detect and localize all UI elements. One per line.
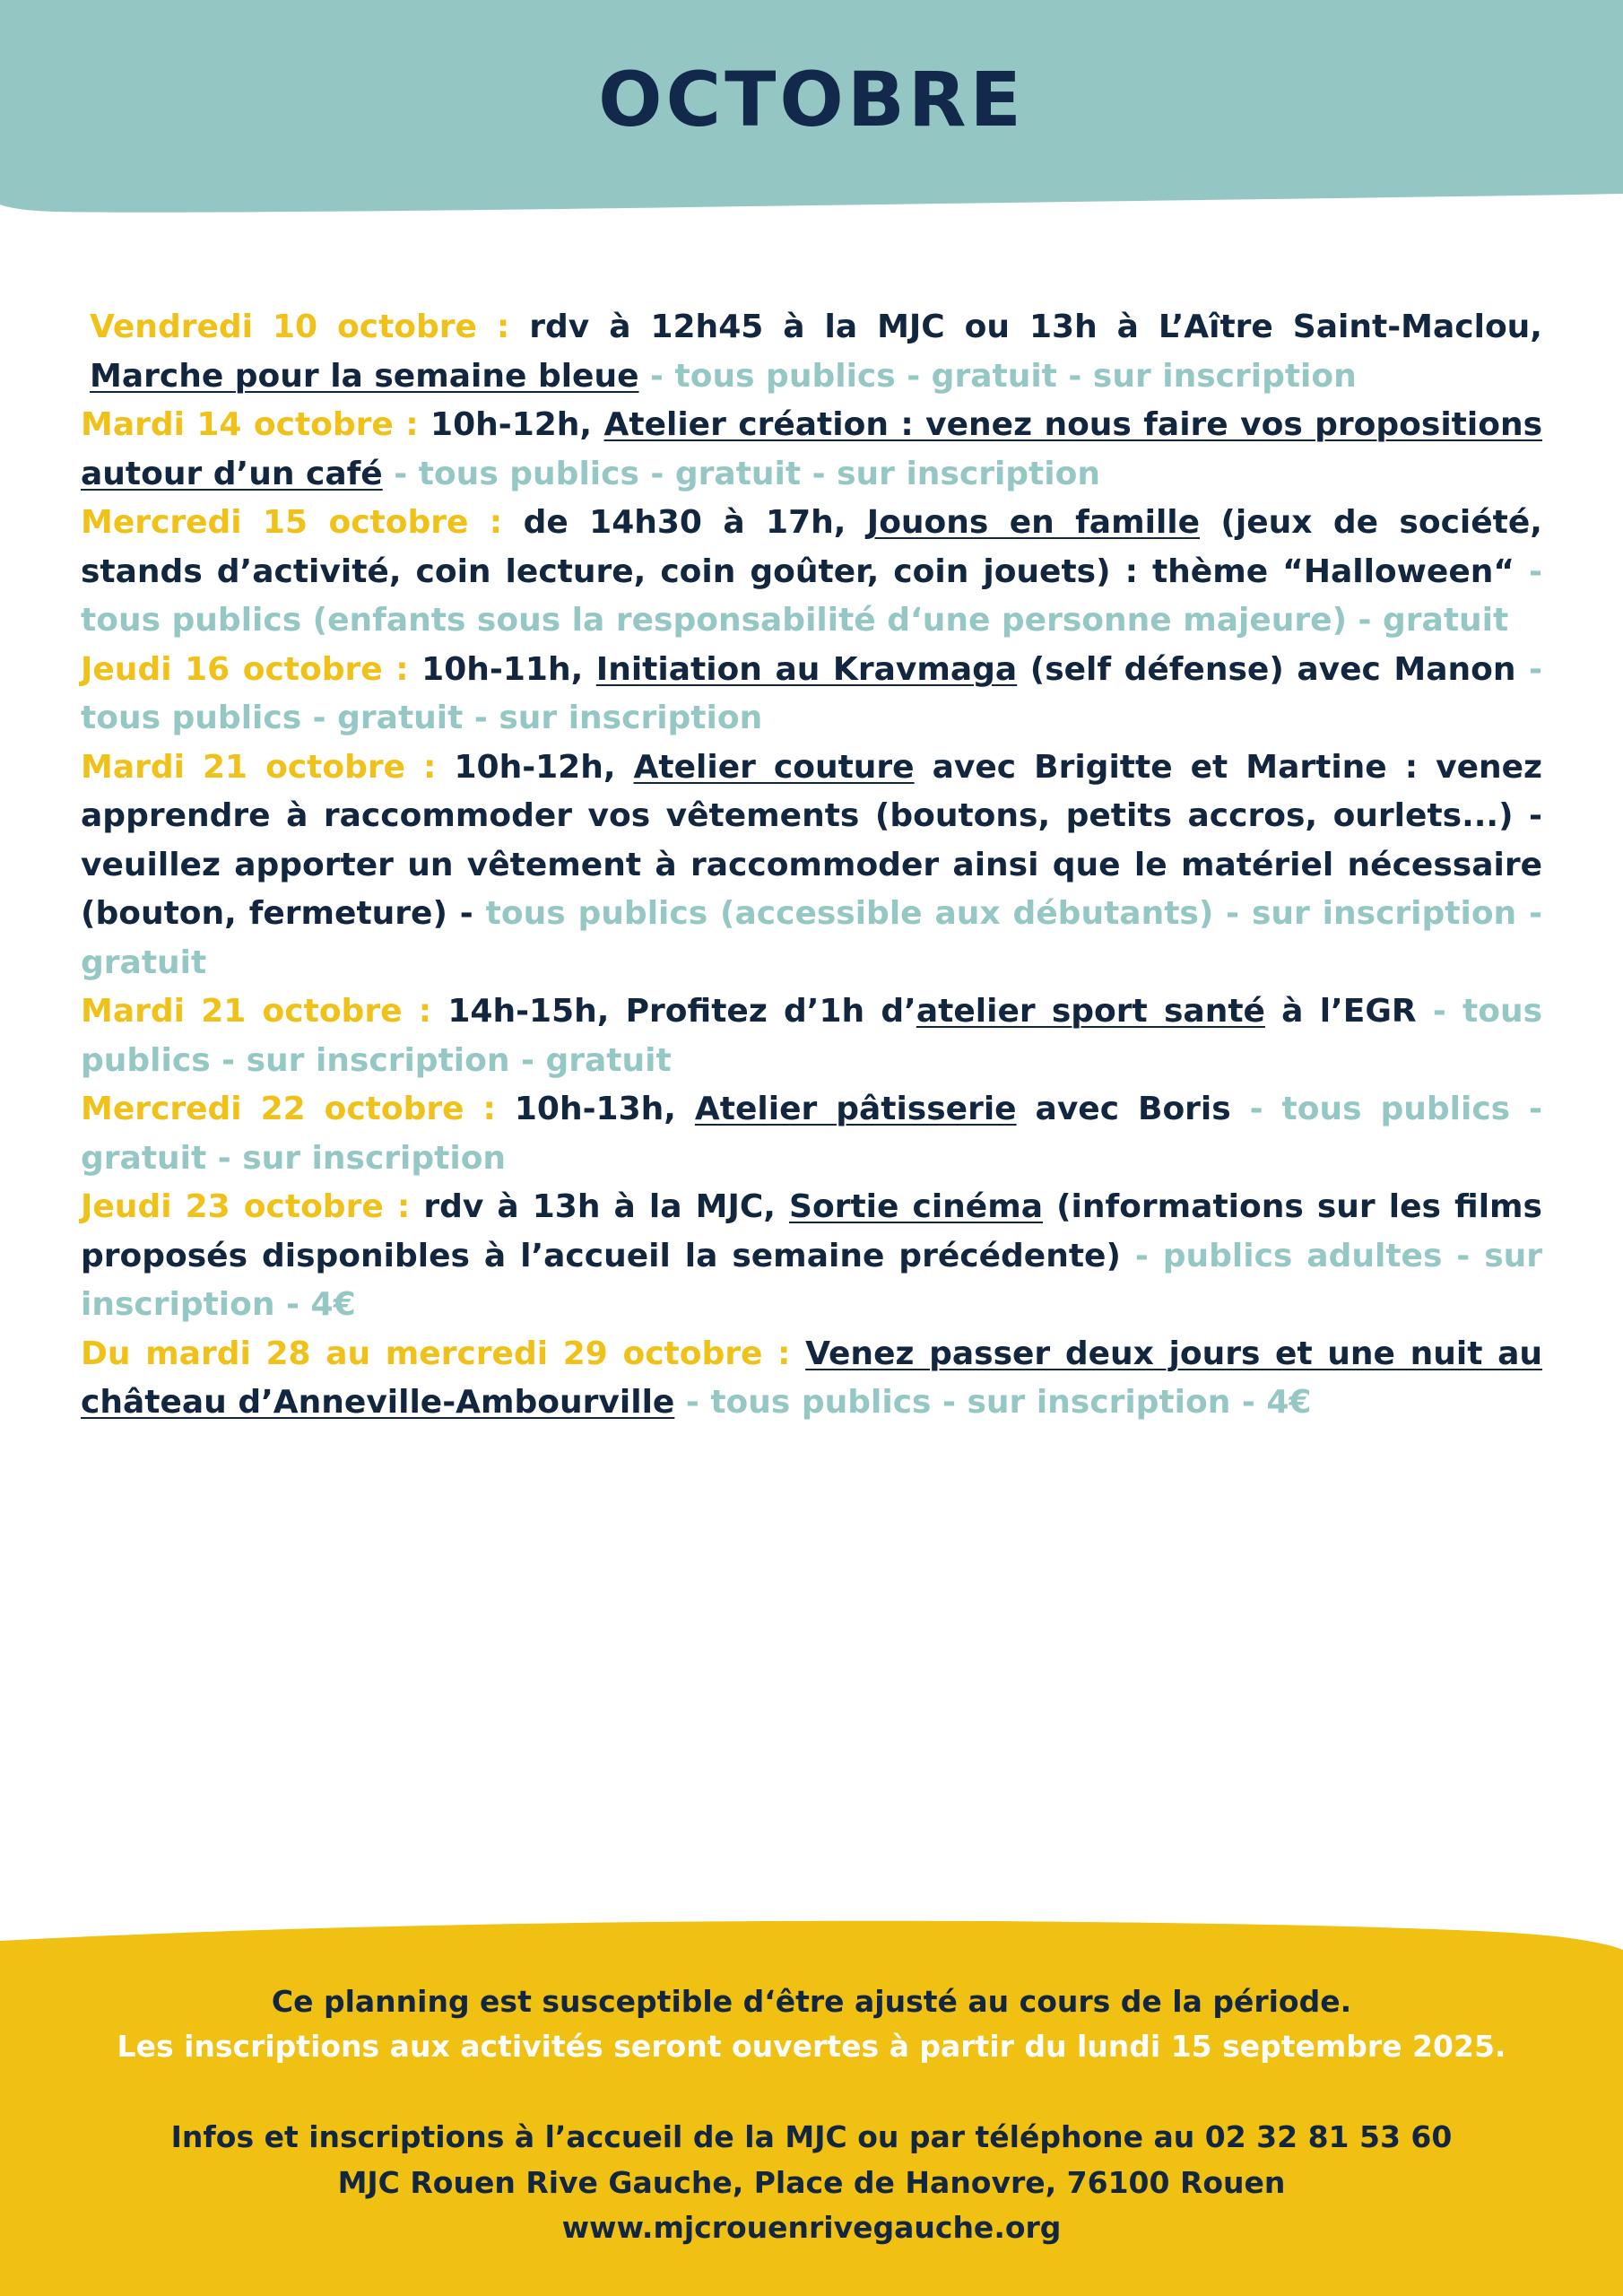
event-details: de 14h30 à 17h, — [523, 504, 867, 541]
event-date: Mardi 21 octobre : — [81, 993, 448, 1030]
event-item — [81, 499, 1542, 646]
event-meta: tous publics (accessible aux débutants) - sur inscription - gratuit — [81, 895, 1543, 981]
event-link[interactable]: Initiation au Kravmaga — [595, 650, 1018, 688]
event-details-post: à l’EGR — [1264, 993, 1417, 1030]
event-details-post: avec Brigitte et Martine : venez apprendre à raccommoder vos vêtements (boutons, petits accros, ourlets...) - veuillez apporter un vêtement à raccommoder ainsi que le matériel nécessaire (bouton, fermeture) - — [81, 748, 1543, 932]
event-date: Mardi 21 octobre : — [81, 748, 455, 786]
event-link[interactable]: Atelier pâtisserie — [694, 1091, 1017, 1127]
event-details-post: (self défense) avec Manon — [1017, 650, 1516, 688]
event-date: Jeudi 23 octobre : — [81, 1188, 424, 1225]
event-meta: - tous publics - gratuit - sur inscription — [638, 357, 1357, 395]
event-link[interactable]: atelier sport santé — [916, 993, 1265, 1030]
event-item — [90, 303, 1542, 401]
events-list — [81, 303, 1542, 1428]
event-item — [81, 646, 1542, 744]
event-date: Mercredi 22 octobre : — [81, 1091, 515, 1127]
event-meta: - tous publics - gratuit - sur inscription — [382, 455, 1100, 492]
event-details: rdv à 13h à la MJC, — [423, 1188, 790, 1225]
event-date: Mercredi 15 octobre : — [81, 504, 524, 541]
event-date: Vendredi 10 octobre : — [90, 309, 530, 345]
event-details-post: avec Boris — [1016, 1091, 1231, 1127]
event-details-post: (jeux de société, stands d’activité, coin lecture, coin goûter, coin jouets) : thème “Halloween“ — [81, 504, 1542, 590]
event-meta: - tous publics (enfants sous la responsabilité d‘une personne majeure) - gratuit — [81, 552, 1542, 639]
event-link[interactable]: Venez passer deux jours et une nuit au château d’Anneville-Ambourville — [81, 1335, 1542, 1421]
event-item — [81, 1330, 1542, 1428]
event-details: 10h-11h, — [421, 650, 596, 688]
event-date: Mardi 14 octobre : — [81, 406, 431, 443]
event-link[interactable]: Sortie cinéma — [789, 1188, 1044, 1225]
footer-address: MJC Rouen Rive Gauche, Place de Hanovre, 76100 Rouen — [337, 2165, 1286, 2200]
event-meta: - tous publics - gratuit - sur inscription — [81, 650, 1542, 736]
event-item — [81, 1183, 1542, 1330]
event-details-post: (informations sur les films proposés disponibles à l’accueil la semaine précédente) — [81, 1188, 1542, 1274]
event-item — [81, 401, 1542, 499]
footer-notice: Ce planning est susceptible d‘être ajusté au cours de la période. — [271, 1984, 1352, 2019]
event-item — [81, 987, 1542, 1085]
event-meta: - tous publics - sur inscription - gratuit — [81, 993, 1542, 1079]
event-link[interactable]: Marche pour la semaine bleue — [90, 357, 639, 395]
event-link[interactable]: Jouons en famille — [866, 504, 1201, 541]
event-meta: - tous publics - sur inscription - 4€ — [674, 1384, 1312, 1421]
event-link[interactable]: Atelier couture — [633, 748, 915, 786]
event-item — [81, 744, 1542, 988]
page-title: OCTOBRE — [598, 56, 1025, 144]
event-details: 10h-12h, — [454, 748, 634, 786]
footer-website-link[interactable]: www.mjcrouenrivegauche.org — [561, 2210, 1062, 2245]
event-link[interactable]: Atelier création : venez nous faire vos propositions autour d’un café — [81, 406, 1543, 492]
event-item — [81, 1085, 1542, 1183]
footer-contact: Infos et inscriptions à l’accueil de la MJC ou par téléphone au 02 32 81 53 60 — [170, 2119, 1453, 2154]
event-date: Jeudi 16 octobre : — [81, 650, 422, 688]
event-details: 10h-13h, — [514, 1091, 695, 1127]
event-date: Du mardi 28 au mercredi 29 octobre : — [81, 1335, 806, 1372]
event-details: 14h-15h, Profitez d’1h d’ — [447, 993, 916, 1030]
event-meta: - publics adultes - sur inscription - 4€ — [81, 1237, 1543, 1323]
footer-registration-notice: Les inscriptions aux activités seront ouvertes à partir du lundi 15 septembre 2025. — [117, 2029, 1506, 2064]
event-meta: - tous publics - gratuit - sur inscription — [81, 1091, 1542, 1177]
event-details: 10h-12h, — [430, 406, 604, 443]
event-details: rdv à 12h45 à la MJC ou 13h à L’Aître Saint-Maclou, — [529, 309, 1542, 345]
